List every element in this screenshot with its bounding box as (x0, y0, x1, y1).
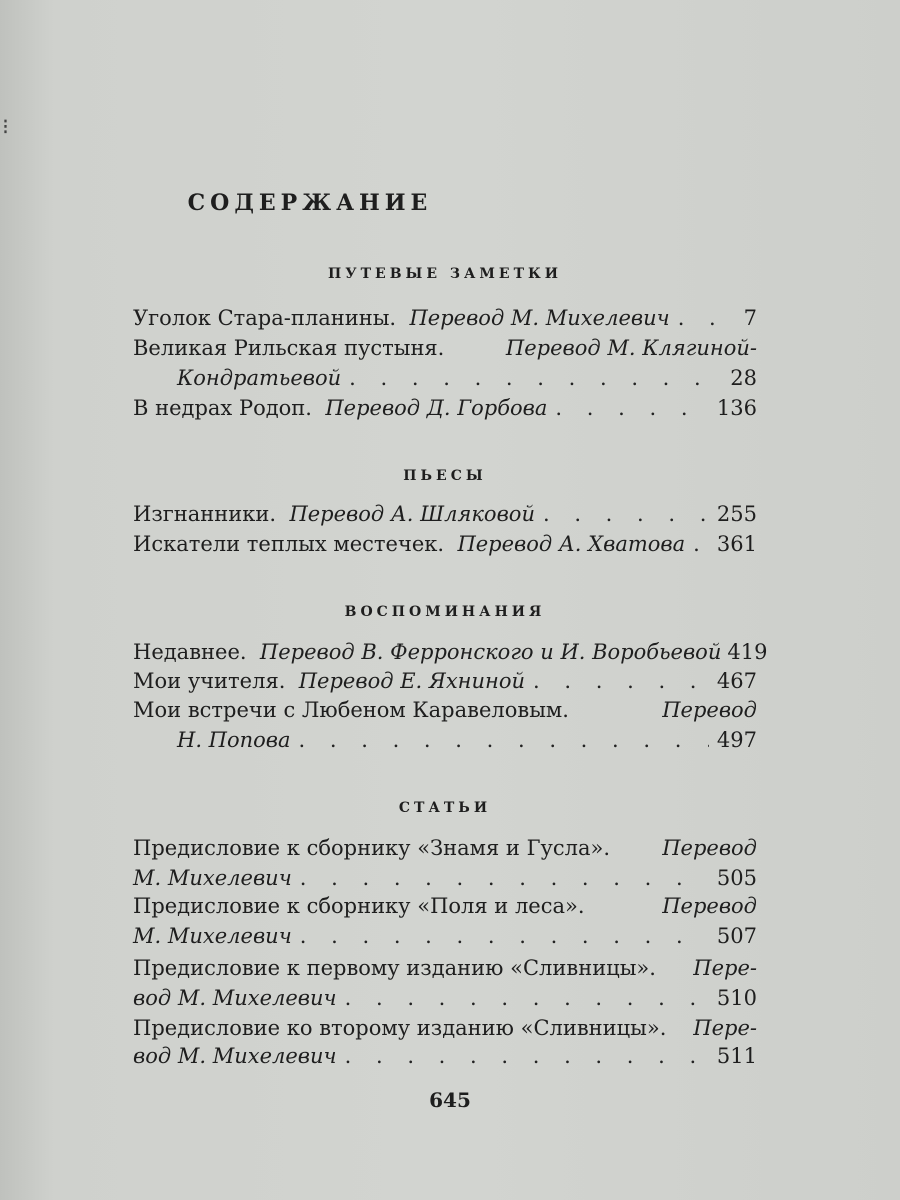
entry-translator-cont: М. Михелевич (133, 866, 292, 890)
leader-dots (300, 866, 709, 890)
entry-page: 7 (743, 306, 757, 330)
entry-translator: Пере- (693, 1016, 757, 1040)
entry-title: Предисловие ко второму изданию «Сливницы». (133, 1016, 667, 1040)
entry-translator-cont: Кондратьевой (177, 366, 342, 390)
entry-page: 507 (716, 924, 757, 948)
entry-title: Уголок Стара-планины. (133, 306, 397, 330)
toc-entry (133, 894, 757, 924)
entry-translator: Перевод Е. Яхниной (298, 669, 526, 693)
entry-translator: Перевод Д. Горбова (325, 396, 548, 420)
toc-entry (133, 502, 757, 532)
toc-entry-continuation (133, 986, 757, 1016)
leader-dots (345, 1044, 709, 1068)
section-heading-articles: СТАТЬИ (398, 800, 492, 816)
leader-dots (678, 306, 736, 330)
toc-entry (133, 836, 757, 866)
toc-entry (133, 669, 757, 699)
entry-page: 136 (716, 396, 757, 420)
leader-dots (555, 396, 708, 420)
toc-entry (133, 640, 768, 670)
entry-translator: Перевод М. Клягиной- (505, 336, 757, 360)
entry-translator: Перевод (662, 698, 757, 722)
leader-dots (300, 924, 709, 948)
entry-translator: Перевод М. Михелевич (409, 306, 670, 330)
leader-dots (533, 669, 709, 693)
entry-page: 505 (716, 866, 757, 890)
entry-page: 361 (716, 532, 757, 556)
entry-title: Искатели теплых местечек. (133, 532, 445, 556)
toc-entry (133, 1016, 757, 1046)
toc-entry-continuation (133, 366, 757, 396)
entry-title: Предисловие к сборнику «Поля и леса». (133, 894, 585, 918)
entry-title: Недавнее. (133, 640, 247, 664)
section-heading-memoirs: ВОСПОМИНАНИЯ (344, 604, 546, 620)
leader-dots (693, 532, 709, 556)
entry-translator-cont: вод М. Михелевич (133, 1044, 337, 1068)
entry-title: Великая Рильская пустыня. (133, 336, 445, 360)
entry-translator: Перевод А. Шляковой (289, 502, 535, 526)
entry-page: 419 (727, 640, 768, 664)
section-heading-plays: ПЬЕСЫ (403, 468, 487, 484)
entry-title: Мои учителя. (133, 669, 286, 693)
section-heading-travel-notes: ПУТЕВЫЕ ЗАМЕТКИ (328, 266, 562, 282)
leader-dots (543, 502, 709, 526)
entry-translator: Перевод В. Ферронского и И. Воробьевой (259, 640, 722, 664)
entry-title: В недрах Родоп. (133, 396, 312, 420)
entry-page: 497 (716, 728, 757, 752)
entry-translator-cont: Н. Попова (177, 728, 291, 752)
leader-dots (345, 986, 709, 1010)
toc-entry (133, 306, 757, 336)
toc-entry-continuation (133, 924, 757, 954)
entry-page: 255 (716, 502, 757, 526)
binding-mark: ⁝ (2, 115, 9, 140)
toc-entry (133, 396, 757, 426)
toc-entry (133, 956, 757, 986)
toc-entry (133, 336, 757, 366)
leader-dots (349, 366, 722, 390)
entry-page: 28 (730, 366, 757, 390)
toc-entry (133, 698, 757, 728)
entry-translator: Пере- (693, 956, 757, 980)
entry-page: 510 (716, 986, 757, 1010)
leader-dots (299, 728, 709, 752)
toc-entry-continuation (133, 728, 757, 758)
entry-title: Изгнанники. (133, 502, 277, 526)
entry-page: 511 (716, 1044, 757, 1068)
toc-title: СОДЕРЖАНИЕ (187, 190, 433, 216)
entry-translator: Перевод (662, 894, 757, 918)
entry-title: Мои встречи с Любеном Каравеловым. (133, 698, 569, 722)
entry-translator-cont: вод М. Михелевич (133, 986, 337, 1010)
toc-entry-continuation (133, 866, 757, 896)
page-number: 645 (429, 1088, 471, 1112)
entry-title: Предисловие к сборнику «Знамя и Гусла». (133, 836, 611, 860)
entry-translator: Перевод (662, 836, 757, 860)
entry-title: Предисловие к первому изданию «Сливницы». (133, 956, 656, 980)
entry-page: 467 (716, 669, 757, 693)
toc-entry (133, 532, 757, 562)
toc-entry-continuation (133, 1044, 757, 1074)
entry-translator-cont: М. Михелевич (133, 924, 292, 948)
entry-translator: Перевод А. Хватова (457, 532, 686, 556)
